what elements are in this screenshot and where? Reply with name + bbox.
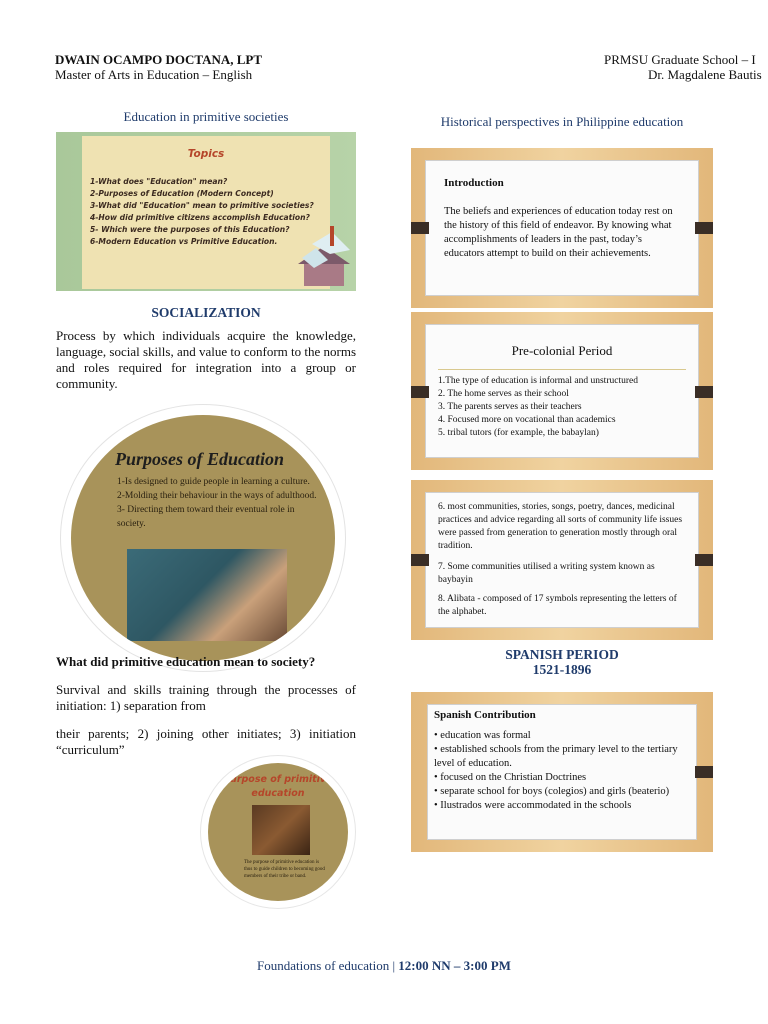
topics-slide xyxy=(56,132,356,291)
spanish-contribution-heading: Spanish Contribution xyxy=(434,709,536,721)
oral-tradition-item-6: 6. most communities, stories, songs, poetry, dances, medicinal practices and advice regarding all sorts of community life issues were passed from generation to generation mostly through oral tradition. xyxy=(438,502,683,551)
slide-tab-left xyxy=(411,222,429,234)
topics-item: 6-Modern Education vs Primitive Education. xyxy=(90,237,278,246)
topics-item: 1-What does "Education" mean? xyxy=(90,177,228,186)
oral-tradition-item-7: 7. Some communities utilised a writing system known as baybayin xyxy=(438,562,655,585)
page-footer xyxy=(0,958,768,974)
spanish-contribution-item: • education was formal xyxy=(434,730,531,741)
spanish-contribution-item: • established schools from the primary level to the tertiary level of education. xyxy=(434,744,678,769)
spanish-contribution-card xyxy=(427,704,697,840)
precolonial-item: 1.The type of education is informal and unstructured xyxy=(438,376,638,386)
introduction-text: The beliefs and experiences of education today rest on the history of this field of endeavor. By knowing what accomplishments of leaders in the past, today’s educators attempt to build on their achievements. xyxy=(444,206,673,259)
purposes-circle xyxy=(71,415,335,661)
precolonial-item: 3. The parents serves as their teachers xyxy=(438,402,582,412)
precolonial-slide xyxy=(411,312,713,470)
tribe-photo xyxy=(252,805,310,855)
author-name: DWAIN OCAMPO DOCTANA, LPT xyxy=(55,52,263,67)
precolonial-list xyxy=(438,375,688,440)
precolonial-item: 4. Focused more on vocational than academics xyxy=(438,415,616,425)
school-name: PRMSU Graduate School – I xyxy=(604,52,756,67)
spanish-period-years: 1521-1896 xyxy=(532,662,592,677)
purposes-list xyxy=(117,475,317,531)
purposes-item: 3- Directing them toward their eventual role in society. xyxy=(117,505,295,529)
precolonial-item: 2. The home serves as their school xyxy=(438,389,569,399)
purposes-slide xyxy=(60,404,346,672)
program-name: Master of Arts in Education – English xyxy=(55,67,253,82)
oral-tradition-item-8: 8. Alibata - composed of 17 symbols representing the letters of the alphabet. xyxy=(438,594,677,617)
topics-item: 5- Which were the purposes of this Education? xyxy=(90,225,290,234)
purposes-item: 2-Molding their behaviour in the ways of adulthood. xyxy=(117,491,317,501)
primitive-purpose-text: The purpose of primitive education is thus to guide children to becoming good members of their tribe or band. xyxy=(244,860,325,879)
topics-item: 2-Purposes of Education (Modern Concept) xyxy=(90,189,274,198)
introduction-heading: Introduction xyxy=(444,177,504,189)
professor-name: Dr. Magdalene Bautis xyxy=(648,67,762,82)
introduction-slide xyxy=(411,148,713,308)
footer-time: 12:00 NN – 3:00 PM xyxy=(398,958,511,973)
purposes-title: Purposes of Education xyxy=(115,449,285,469)
spanish-contribution-item: • Ilustrados were accommodated in the schools xyxy=(434,800,632,811)
slide-tab-left xyxy=(411,554,429,566)
primitive-purpose-circle xyxy=(208,763,348,901)
primitive-purpose-title: Purpose of primitive education xyxy=(223,774,333,799)
topics-item: 4-How did primitive citizens accomplish Education? xyxy=(90,213,310,222)
socialization-text: Process by which individuals acquire the knowledge, language, social skills, and value to conform to the norms and roles required for integration into a group or community. xyxy=(56,328,357,391)
spanish-contribution-item: • focused on the Christian Doctrines xyxy=(434,772,587,783)
precolonial-heading: Pre-colonial Period xyxy=(511,343,613,358)
spanish-contribution-slide xyxy=(411,692,713,852)
house-illustration-icon xyxy=(294,224,354,288)
left-section-title: Education in primitive societies xyxy=(123,109,289,124)
primitive-answer-part1: Survival and skills training through the processes of initiation: 1) separation from xyxy=(56,682,356,713)
topics-title: Topics xyxy=(187,148,225,160)
precolonial-card xyxy=(425,324,699,458)
purposes-item: 1-Is designed to guide people in learning a culture. xyxy=(117,477,310,487)
precolonial-item: 5. tribal tutors (for example, the babaylan) xyxy=(438,428,599,438)
topics-item: 3-What did "Education" mean to primitive societies? xyxy=(90,201,314,210)
heading-divider xyxy=(438,369,686,370)
slide-tab-right xyxy=(695,766,713,778)
spanish-contribution-list xyxy=(434,729,686,813)
primitive-purpose-slide xyxy=(200,755,356,909)
oral-tradition-card xyxy=(425,492,699,628)
slide-tab-right xyxy=(695,386,713,398)
primitive-answer-part2: their parents; 2) joining other initiates; 3) initiation “curriculum” xyxy=(56,726,356,757)
slide-tab-right xyxy=(695,554,713,566)
right-section-title: Historical perspectives in Philippine education xyxy=(440,114,684,129)
spanish-period-title: SPANISH PERIOD xyxy=(505,647,619,662)
slide-tab-left xyxy=(411,386,429,398)
slide-tab-right xyxy=(695,222,713,234)
spanish-contribution-item: • separate school for boys (colegios) and girls (beaterio) xyxy=(434,786,670,797)
socialization-title: SOCIALIZATION xyxy=(151,305,261,320)
classroom-photo xyxy=(127,549,287,641)
introduction-card xyxy=(425,160,699,296)
footer-course: Foundations of education | xyxy=(257,958,399,973)
primitive-question: What did primitive education mean to society? xyxy=(56,654,316,669)
oral-tradition-slide xyxy=(411,480,713,640)
